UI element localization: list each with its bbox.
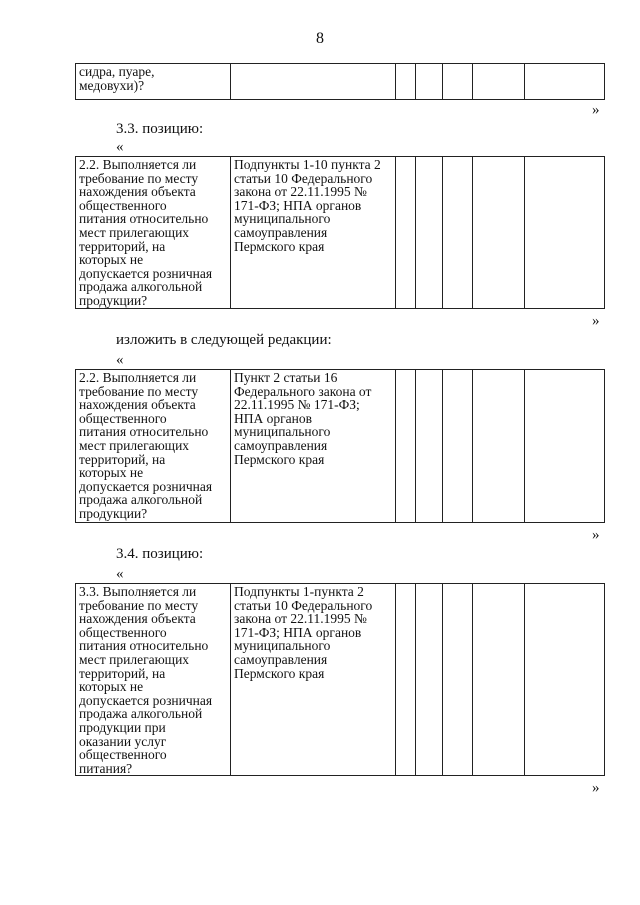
table-cell xyxy=(473,64,525,100)
table-cell xyxy=(525,64,605,100)
table-cell: 2.2. Выполняется ли требование по месту нахождения объекта общественного питания относительно мест прилегающих территорий, на которых не допускается розничная продажа алкогольной продукции? xyxy=(76,370,231,523)
table-cell xyxy=(396,157,416,309)
table-cell: 2.2. Выполняется ли требование по месту нахождения объекта общественного питания относительно мест прилегающих территорий, на которых не допускается розничная продажа алкогольной продукции? xyxy=(76,157,231,309)
table-row xyxy=(76,157,605,309)
table-item-2-2-new xyxy=(75,369,605,523)
table-row xyxy=(76,370,605,523)
section-heading: 3.4. позицию: xyxy=(116,546,204,562)
opening-quote: « xyxy=(116,139,124,155)
table-cell: Подпункты 1-пункта 2 статьи 10 Федерального закона от 22.11.1995 № 171-ФЗ; НПА органов муниципального самоуправления Пермского края xyxy=(231,584,396,776)
table-cell xyxy=(231,64,396,100)
table-item-3-3 xyxy=(75,583,605,776)
table-cell xyxy=(416,370,443,523)
table-cell xyxy=(473,157,525,309)
closing-quote: » xyxy=(592,102,600,118)
table-cell xyxy=(525,157,605,309)
table-cell xyxy=(473,370,525,523)
table-cell xyxy=(443,370,473,523)
opening-quote: « xyxy=(116,352,124,368)
opening-quote: « xyxy=(116,566,124,582)
page-number: 8 xyxy=(316,30,324,47)
table-item-2-2-old xyxy=(75,156,605,309)
table-cell xyxy=(525,584,605,776)
closing-quote: » xyxy=(592,527,600,543)
closing-quote: » xyxy=(592,780,600,796)
table-cell: 3.3. Выполняется ли требование по месту нахождения объекта общественного питания относительно мест прилегающих территорий, на которых не допускается розничная продажа алкогольной продукции при оказании услуг общественного питания? xyxy=(76,584,231,776)
section-heading: 3.3. позицию: xyxy=(116,121,204,137)
table-cell xyxy=(416,157,443,309)
table-top-fragment xyxy=(75,63,605,100)
table-cell: Пункт 2 статьи 16 Федерального закона от 22.11.1995 № 171-ФЗ; НПА органов муниципального самоуправления Пермского края xyxy=(231,370,396,523)
table-row xyxy=(76,64,605,100)
table-row xyxy=(76,584,605,776)
table-cell xyxy=(416,64,443,100)
table-cell xyxy=(525,370,605,523)
table-cell xyxy=(396,370,416,523)
table-cell xyxy=(473,584,525,776)
section-heading: изложить в следующей редакции: xyxy=(116,332,332,348)
table-cell xyxy=(443,157,473,309)
table-cell: сидра, пуаре, медовухи)? xyxy=(76,64,231,100)
table-cell: Подпункты 1-10 пункта 2 статьи 10 Федерального закона от 22.11.1995 № 171-ФЗ; НПА органов муниципального самоуправления Пермского края xyxy=(231,157,396,309)
table-cell xyxy=(396,584,416,776)
closing-quote: » xyxy=(592,313,600,329)
table-cell xyxy=(443,64,473,100)
table-cell xyxy=(416,584,443,776)
table-cell xyxy=(443,584,473,776)
table-cell xyxy=(396,64,416,100)
